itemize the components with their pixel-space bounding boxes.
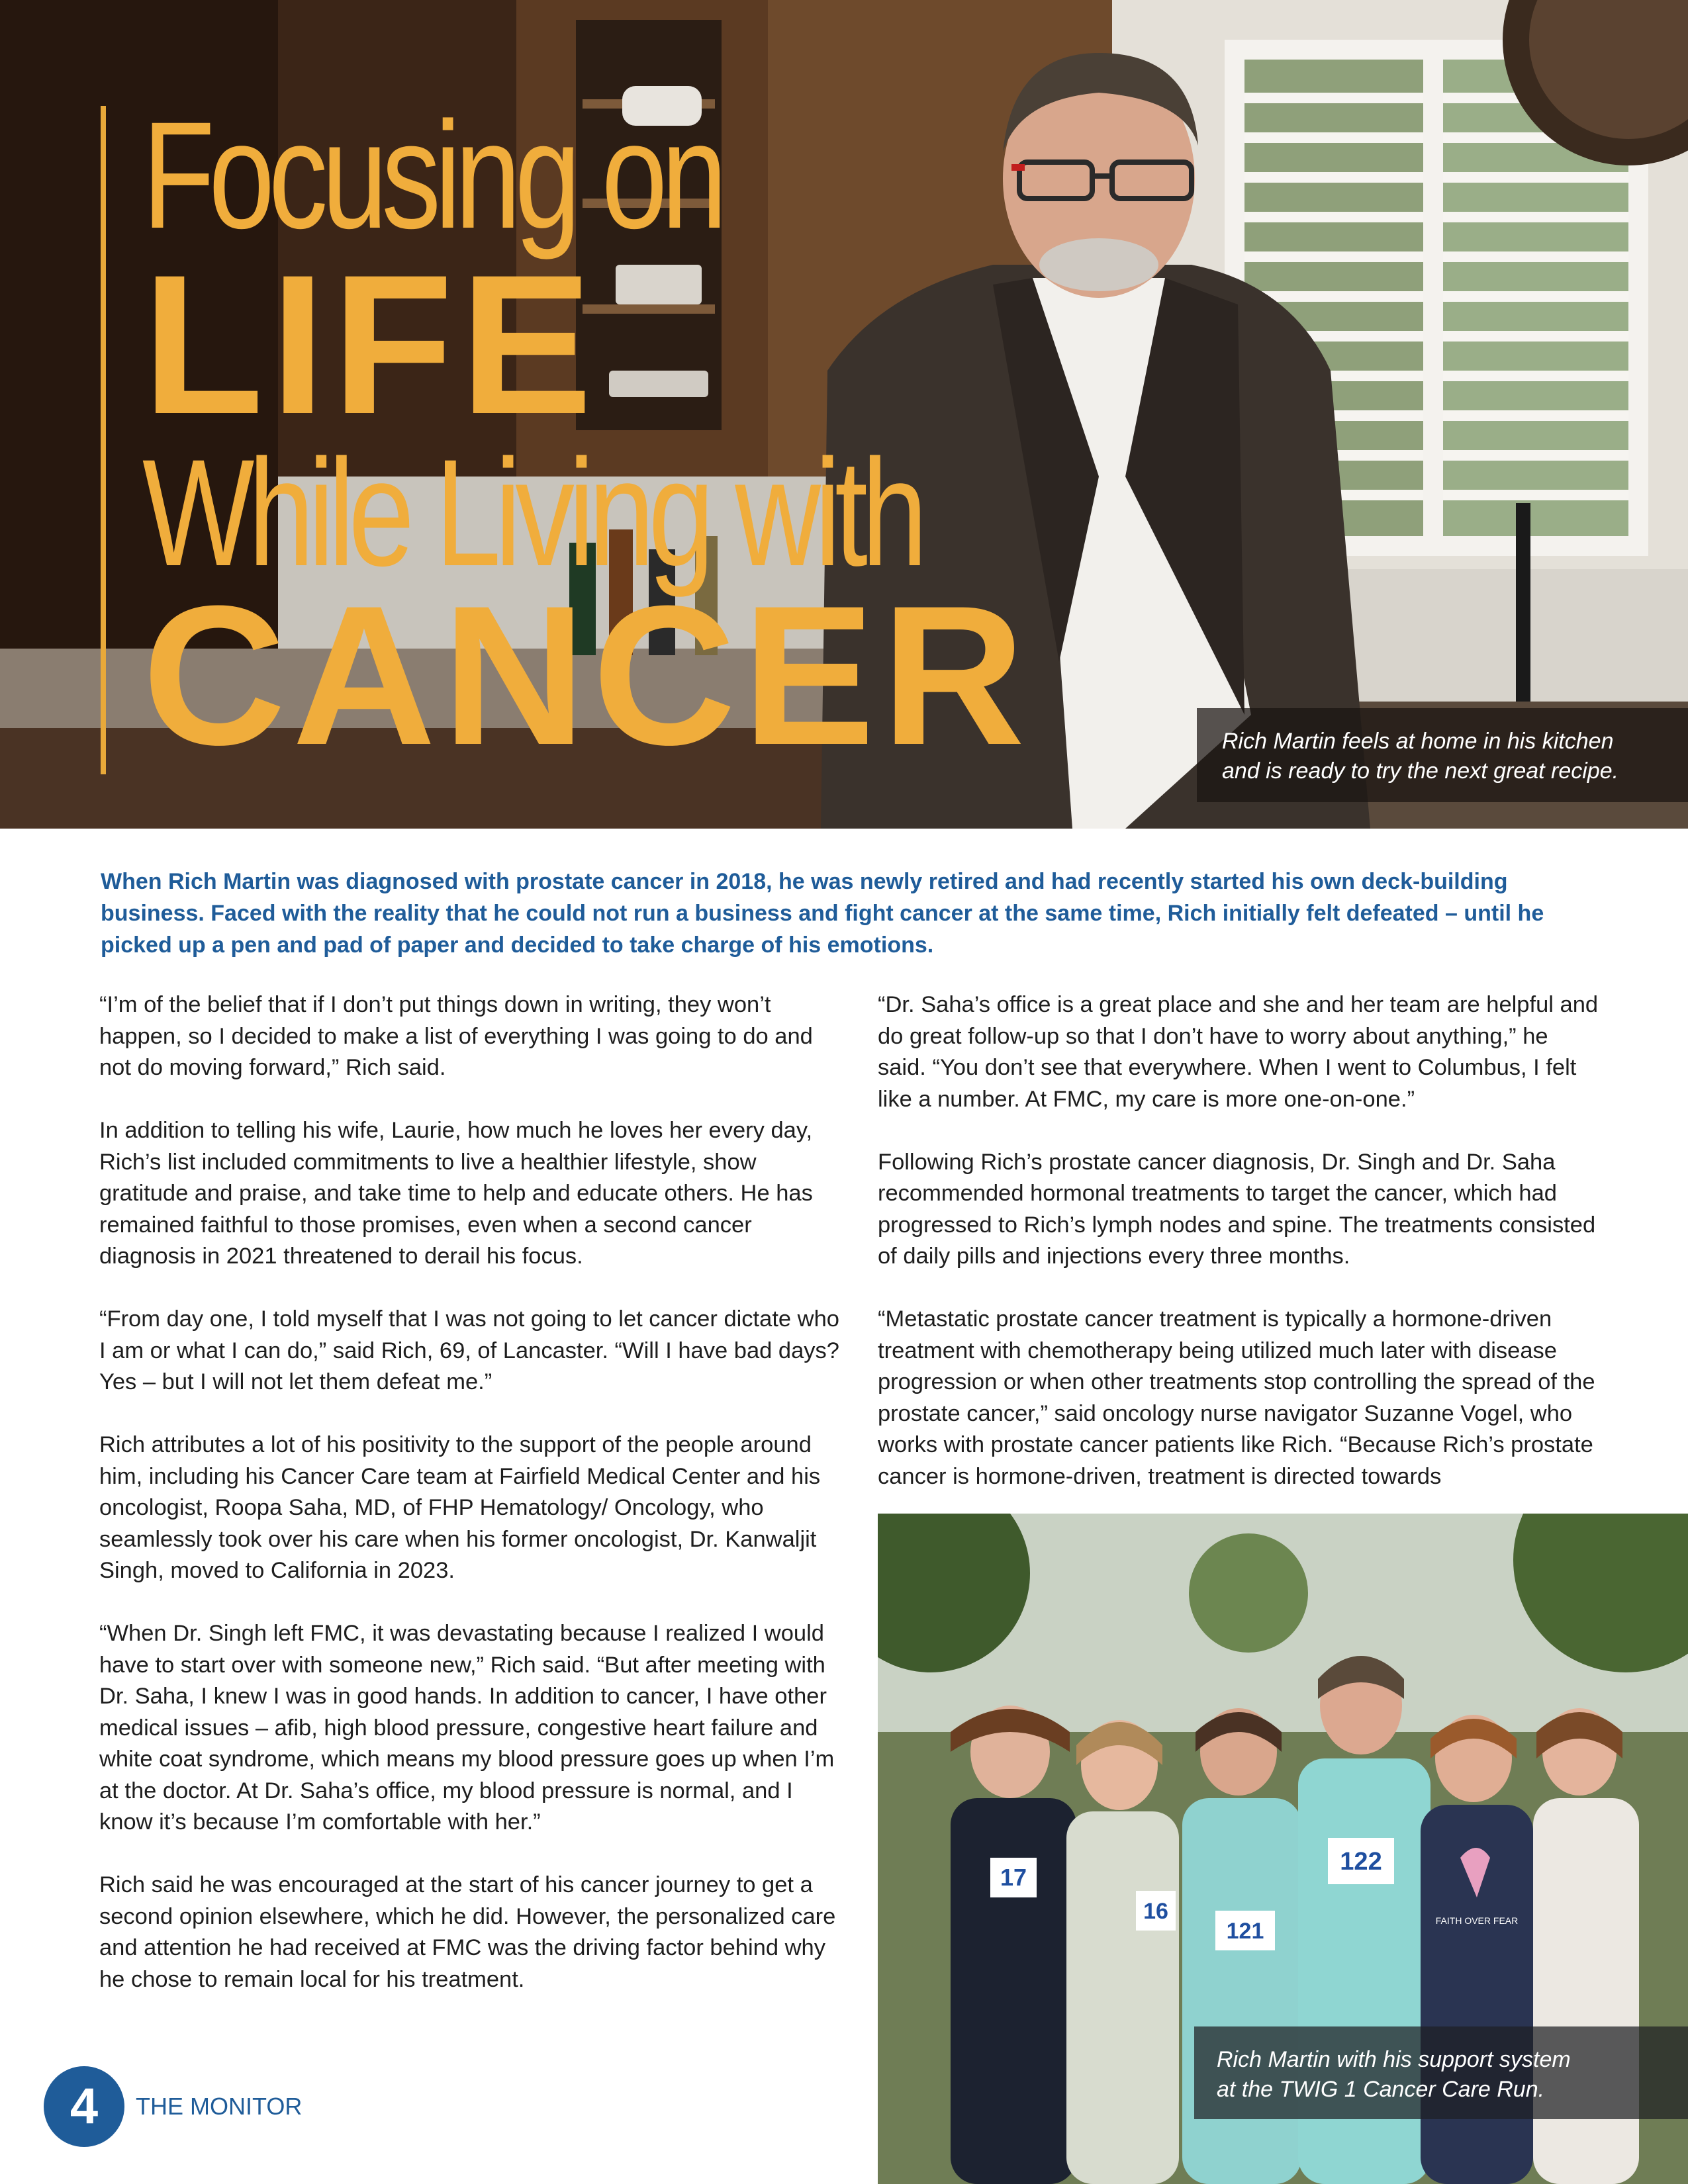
- body-column-right: [878, 989, 1599, 1524]
- body-paragraph: “From day one, I told myself that I was not going to let cancer dictate who I am or what I can do,” said Rich, 69, of Lancaster. “Will I have bad days? Yes – but I will not let them defeat me.”: [99, 1306, 839, 1394]
- title-line-focusing-on: Focusing on: [142, 90, 722, 260]
- body-column-left: [99, 989, 851, 2027]
- body-paragraph: “Dr. Saha’s office is a great place and she and her team are helpful and do great follow-up so that I don’t have to worry about anything,” he said. “You don’t see that everywhere. When I went to Columbus, I felt like a number. At FMC, my care is more one-on-one.”: [878, 992, 1599, 1112]
- group-caption-line-2: at the TWIG 1 Cancer Care Run.: [1217, 2077, 1545, 2102]
- page-number-badge: 4: [44, 2066, 124, 2147]
- shirt-text-faith-over-fear: FAITH OVER FEAR: [1435, 1915, 1519, 1926]
- race-bib-121: 121: [1226, 1919, 1264, 1944]
- hero-caption-line-2: and is ready to try the next great recipe.: [1222, 758, 1619, 784]
- body-paragraph: Rich attributes a lot of his positivity to the support of the people around him, including his Cancer Care team at Fairfield Medical Center and his oncologist, Roopa Saha, MD, of FHP Hematology/ Oncology, who seamlessly took over his care when his former oncologist, Dr. Kanwaljit Singh, moved to California in 2023.: [99, 1432, 821, 1583]
- hero-caption-line-1: Rich Martin feels at home in his kitchen: [1222, 729, 1614, 754]
- title-line-life: LIFE: [142, 233, 599, 455]
- group-photo-caption: [1194, 2026, 1688, 2119]
- title-accent-rule: [101, 106, 106, 774]
- body-paragraph: “When Dr. Singh left FMC, it was devastating because I realized I would have to start over with someone new,” Rich said. “But after meeting with Dr. Saha, I knew I was in good hands. In addition to cancer, I have other medical issues – afib, high blood pressure, congestive heart failure and white coat syndrome, which means my blood pressure goes up when I’m at the doctor. At Dr. Saha’s office, my blood pressure is normal, and I know it’s because I’m comfortable with her.”: [99, 1621, 835, 1835]
- hero-section: [0, 0, 1688, 829]
- group-caption-line-1: Rich Martin with his support system: [1217, 2047, 1571, 2072]
- race-bib-16: 16: [1143, 1899, 1168, 1924]
- title-line-while-living-with: While Living with: [142, 428, 921, 598]
- intro-text: When Rich Martin was diagnosed with prostate cancer in 2018, he was newly retired and had recently started his own deck-building business. Faced with the reality that he could not run a business and fight cancer at the same time, Rich initially felt defeated – until he picked up a pen and pad of paper and decided to take charge of his emotions.: [101, 869, 1544, 958]
- body-paragraph: “Metastatic prostate cancer treatment is typically a hormone-driven treatment with chemotherapy being utilized much later with disease progression or when other treatments stop controlling the spread of the prostate cancer,” said oncology nurse navigator Suzanne Vogel, who works with prostate cancer patients like Rich. “Because Rich’s prostate cancer is hormone-driven, treatment is directed towards: [878, 1306, 1595, 1489]
- publication-name: THE MONITOR: [136, 2093, 303, 2120]
- body-paragraph: Following Rich’s prostate cancer diagnosis, Dr. Singh and Dr. Saha recommended hormonal treatments to target the cancer, which had progressed to Rich’s lymph nodes and spine. The treatments consisted of daily pills and injections every three months.: [878, 1149, 1596, 1269]
- intro-paragraph: [101, 866, 1617, 961]
- race-bib-122: 122: [1340, 1848, 1382, 1876]
- body-paragraph: In addition to telling his wife, Laurie, how much he loves her every day, Rich’s list included commitments to live a healthier lifestyle, show gratitude and praise, and take time to help and educate others. He has remained faithful to those promises, even when a second cancer diagnosis in 2021 threatened to derail his focus.: [99, 1118, 813, 1269]
- body-paragraph: Rich said he was encouraged at the start of his cancer journey to get a second opinion elsewhere, which he did. However, the personalized care and attention he had received at FMC was the driving factor behind why he chose to remain local for his treatment.: [99, 1872, 836, 1992]
- article-title: [142, 90, 1141, 786]
- title-line-cancer: CANCER: [142, 564, 1032, 786]
- body-paragraph: “I’m of the belief that if I don’t put things down in writing, they won’t happen, so I decided to make a list of everything I was going to do and not do moving forward,” Rich said.: [99, 992, 813, 1080]
- race-bib-17: 17: [1000, 1864, 1027, 1891]
- hero-photo-caption: [1197, 708, 1688, 802]
